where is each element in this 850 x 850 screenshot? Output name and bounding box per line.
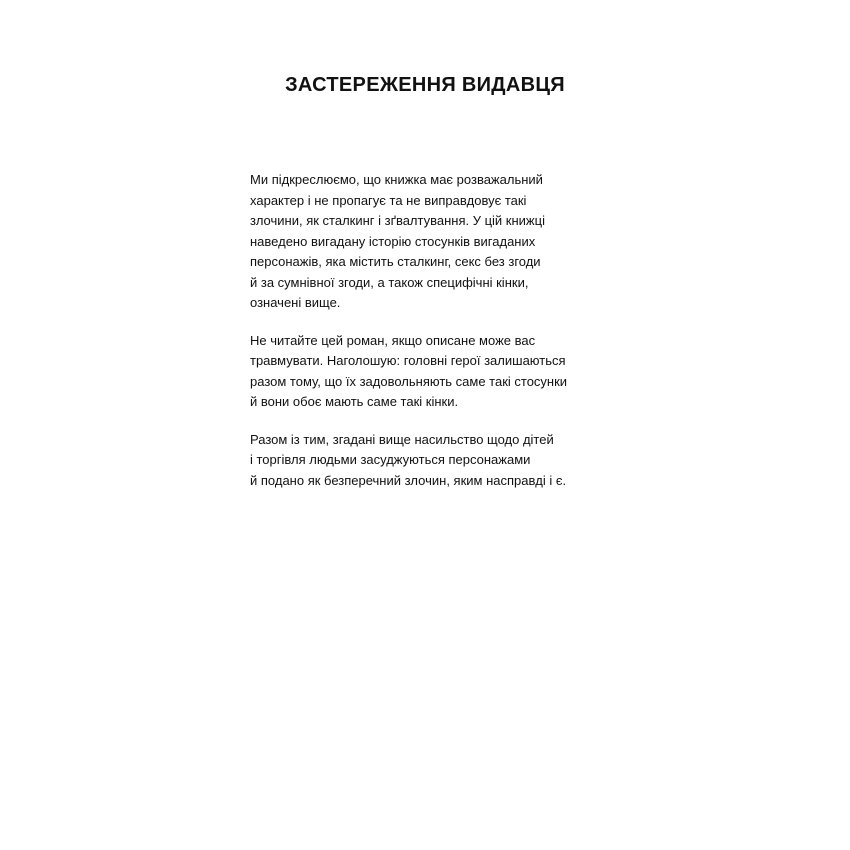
paragraph-3 (250, 430, 610, 492)
text-line: Не читайте цей роман, якщо описане може вас (250, 332, 536, 348)
text-line: й за сумнівної згоди, а також специфічні кінки, (250, 274, 529, 290)
page-title: ЗАСТЕРЕЖЕННЯ ВИДАВЦЯ (285, 74, 565, 96)
text-line: й подано як безперечний злочин, яким насправді і є. (250, 472, 567, 488)
text-line: характер і не пропагує та не виправдовує такі (250, 192, 527, 208)
text-line: наведено вигадану історію стосунків вигаданих (250, 233, 536, 249)
text-line: травмувати. Наголошую: головні герої залишаються (250, 353, 566, 368)
text-line: Разом із тим, згадані вище насильство щодо дітей (250, 431, 554, 447)
text-line: Ми підкреслюємо, що книжка має розважальний (250, 172, 543, 187)
paragraph-2 (250, 331, 610, 413)
disclaimer-body (250, 170, 610, 508)
paragraph-1 (250, 170, 610, 314)
text-line: персонажів, яка містить сталкинг, секс без згоди (250, 254, 541, 269)
text-line: означені вище. (250, 295, 341, 310)
text-line: разом тому, що їх задовольняють саме такі стосунки (250, 373, 568, 389)
text-line: й вони обоє мають саме такі кінки. (250, 394, 459, 409)
text-line: і торгівля людьми засуджуються персонажами (250, 452, 531, 467)
text-line: злочини, як сталкинг і зґвалтування. У цій книжці (250, 213, 545, 228)
